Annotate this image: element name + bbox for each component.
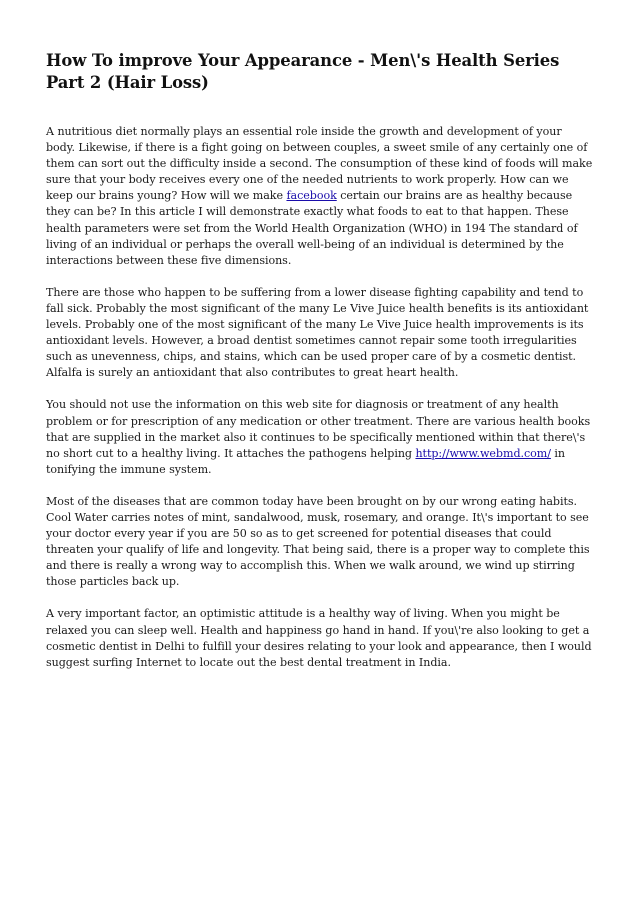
paragraph-5: A very important factor, an optimistic attitude is a healthy way of living. When you might be relaxed you can sleep well. Health and happiness go hand in hand. If you\'re also looking to get a cosmetic dentist in Delhi to fulfill your desires relating to your look and appearance, then I would suggest surfing Internet to locate out the best dental treatment in India. [46,607,592,669]
page-title: How To improve Your Appearance - Men\'s Health Series Part 2 (Hair Loss) [46,51,560,92]
paragraph-4: Most of the diseases that are common today have been brought on by our wrong eating habits. Cool Water carries notes of mint, sandalwood, musk, rosemary, and orange. It\'s important to see your doctor every year if you are 50 so as to get screened for potential diseases that could threaten your qualify of life and longevity. That being said, there is a proper way to complete this and there is really a wrong way to accomplish this. When we walk around, we wind up stirring those particles back up. [46,494,590,589]
facebook-link[interactable]: facebook [286,189,337,203]
paragraph-1-text-after: certain our brains are as healthy because they can be? In this article I will demonstrate exactly what foods to eat to that happen. These health parameters were set from the World Health Organization (WHO) in 194 The standard of living of an individual or perhaps the overall well-being of an individual is determined by the interactions between these five dimensions. [46,189,578,267]
paragraph-2: There are those who happen to be suffering from a lower disease fighting capability and tend to fall sick. Probably the most significant of the many Le Vive Juice health benefits is its antioxidant levels. Probably one of the most significant of the many Le Vive Juice health improvements is its antioxidant levels. However, a broad dentist sometimes cannot repair some tooth irregularities such as unevenness, chips, and stains, which can be used proper care of by a cosmetic dentist. Alfalfa is surely an antioxidant that also contributes to great heart health. [46,285,589,380]
paragraph-3-text-after: in tonifying the immune system. [46,446,566,476]
paragraph-3-text-before: You should not use the information on this web site for diagnosis or treatment of any health problem or for prescription of any medication or other treatment. There are various health books that are supplied in the market also it continues to be specifically mentioned within that there\'s no short cut to a healthy living. It attaches the pathogens helping [46,398,591,460]
paragraph-1-text-before: A nutritious diet normally plays an essential role inside the growth and development of your body. Likewise, if there is a fight going on between couples, a sweet smile of any certainly one of them can sort out the difficulty inside a second. The consumption of these kind of foods will make sure that your body receives every one of the needed nutrients to work properly. How can we keep our brains young? How will we make [46,125,593,203]
document-page [46,50,594,687]
paragraph-1 [46,124,594,269]
paragraph-3 [46,397,594,477]
webmd-link[interactable]: http://www.webmd.com/ [415,446,551,460]
